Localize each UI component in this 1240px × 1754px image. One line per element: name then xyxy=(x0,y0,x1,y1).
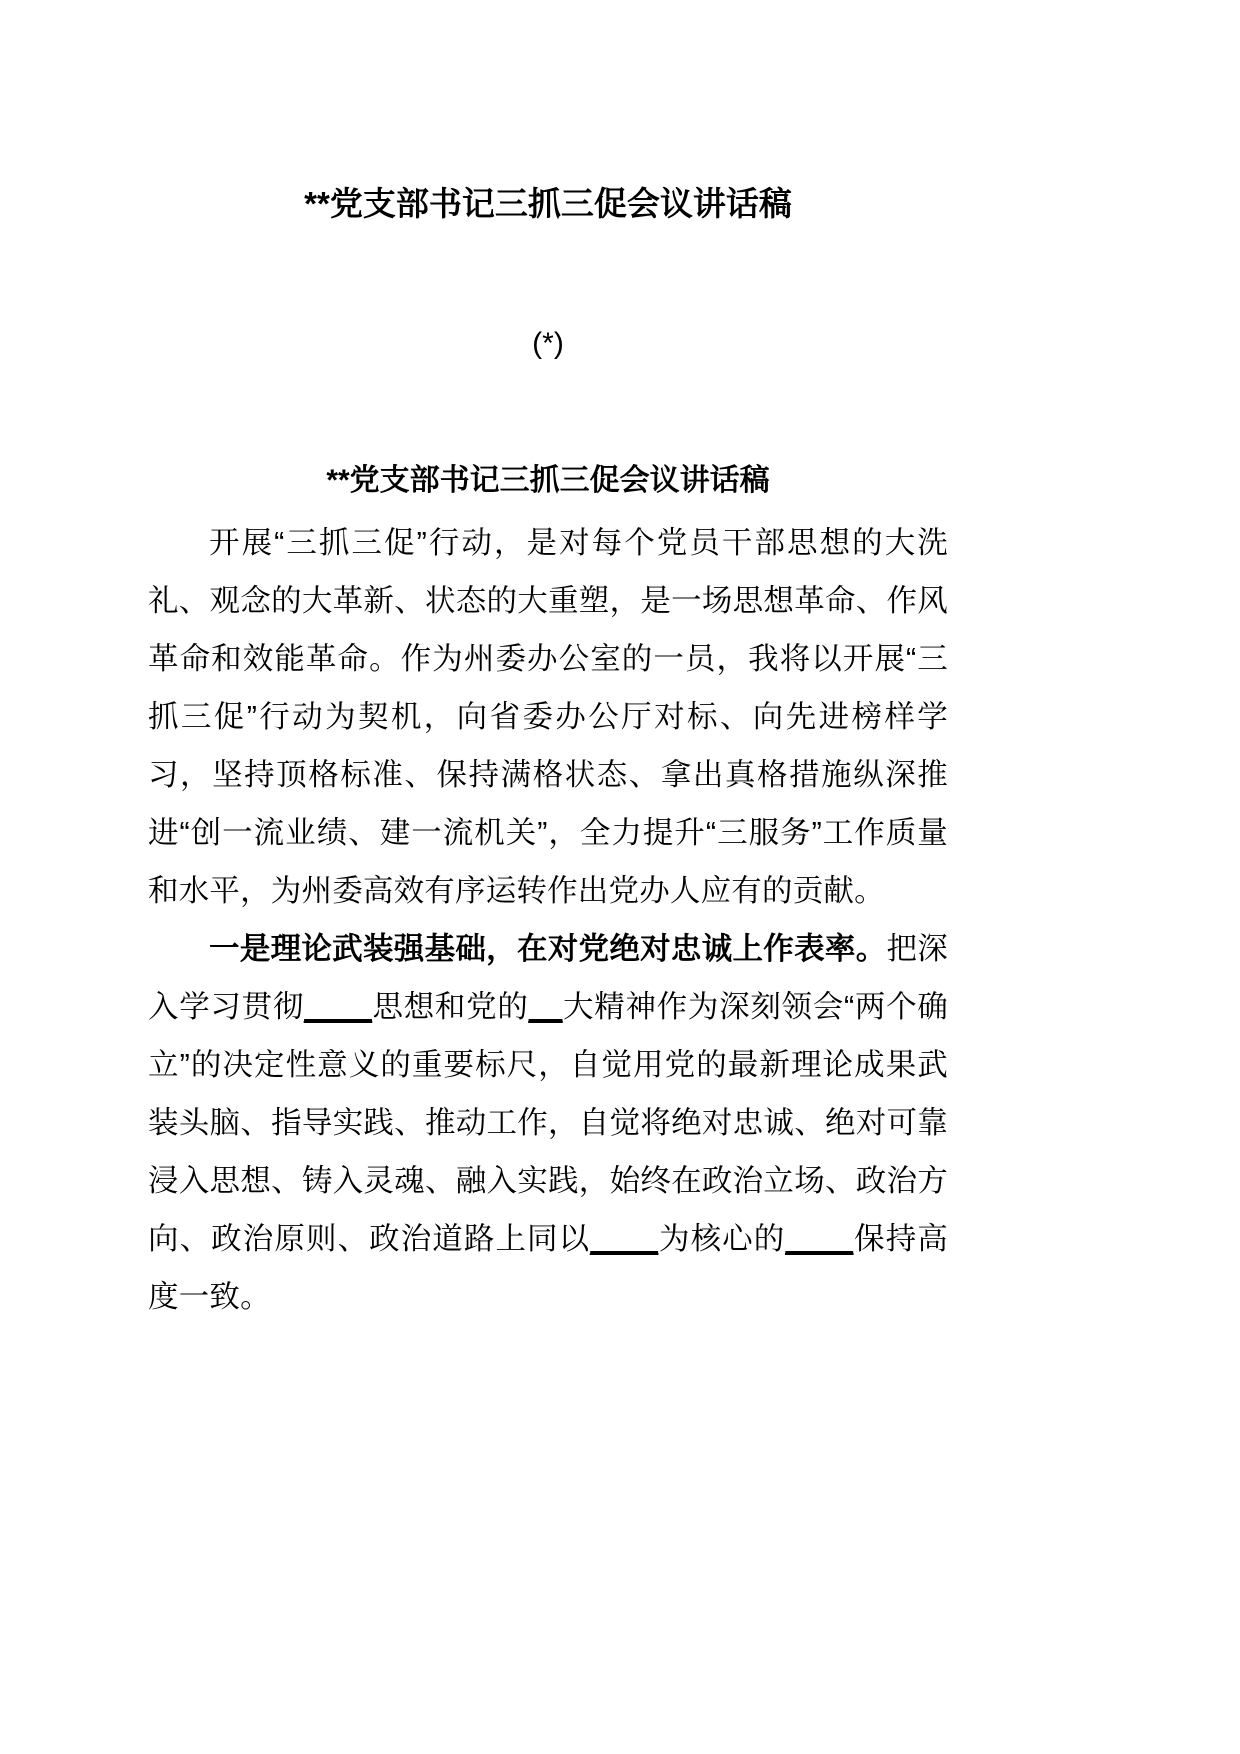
redacted-blank-4: ____ xyxy=(785,1221,854,1256)
redacted-blank-2: __ xyxy=(528,989,563,1024)
document-subtitle: (*) xyxy=(532,326,564,360)
body-paragraph-2 xyxy=(148,920,948,1326)
page-title: **党支部书记三抓三促会议讲话稿 xyxy=(304,185,792,222)
body-paragraph-1: 开展“三抓三促”行动，是对每个党员干部思想的大洗礼、观念的大革新、状态的大重塑，是一场思想革命、作风革命和效能革命。作为州委办公室的一员，我将以开展“三抓三促”行动为契机，向省委办公厅对标、向先进榜样学习，坚持顶格标准、保持满格状态、拿出真格措施纵深推进“创一流业绩、建一流机关”，全力提升“三服务”工作质量和水平，为州委高效有序运转作出党办人应有的贡献。 xyxy=(148,525,948,908)
redacted-blank-1: ____ xyxy=(304,989,372,1024)
paragraph-text-part-4: 为核心的 xyxy=(658,1221,786,1256)
paragraph-lead-in: 一是理论武装强基础，在对党绝对忠诚上作表率。 xyxy=(209,931,887,966)
paragraph-text-part-2: 思想和党的 xyxy=(371,989,529,1024)
paragraph-text-part-1: 把深入学习贯彻 xyxy=(148,931,948,1024)
section-title: **党支部书记三抓三促会议讲话稿 xyxy=(326,463,770,497)
redacted-blank-3: ____ xyxy=(590,1221,659,1256)
paragraph-text-part-3: 大精神作为深刻领会“两个确立”的决定性意义的重要标尺，自觉用党的最新理论成果武装头脑、指导实践、推动工作，自觉将绝对忠诚、绝对可靠浸入思想、铸入灵魂、融入实践，始终在政治立场、政治方向、政治原则、政治道路上同以 xyxy=(148,989,948,1256)
document-content xyxy=(148,0,948,1326)
paragraph-text-part-5: 保持高度一致。 xyxy=(148,1221,948,1314)
